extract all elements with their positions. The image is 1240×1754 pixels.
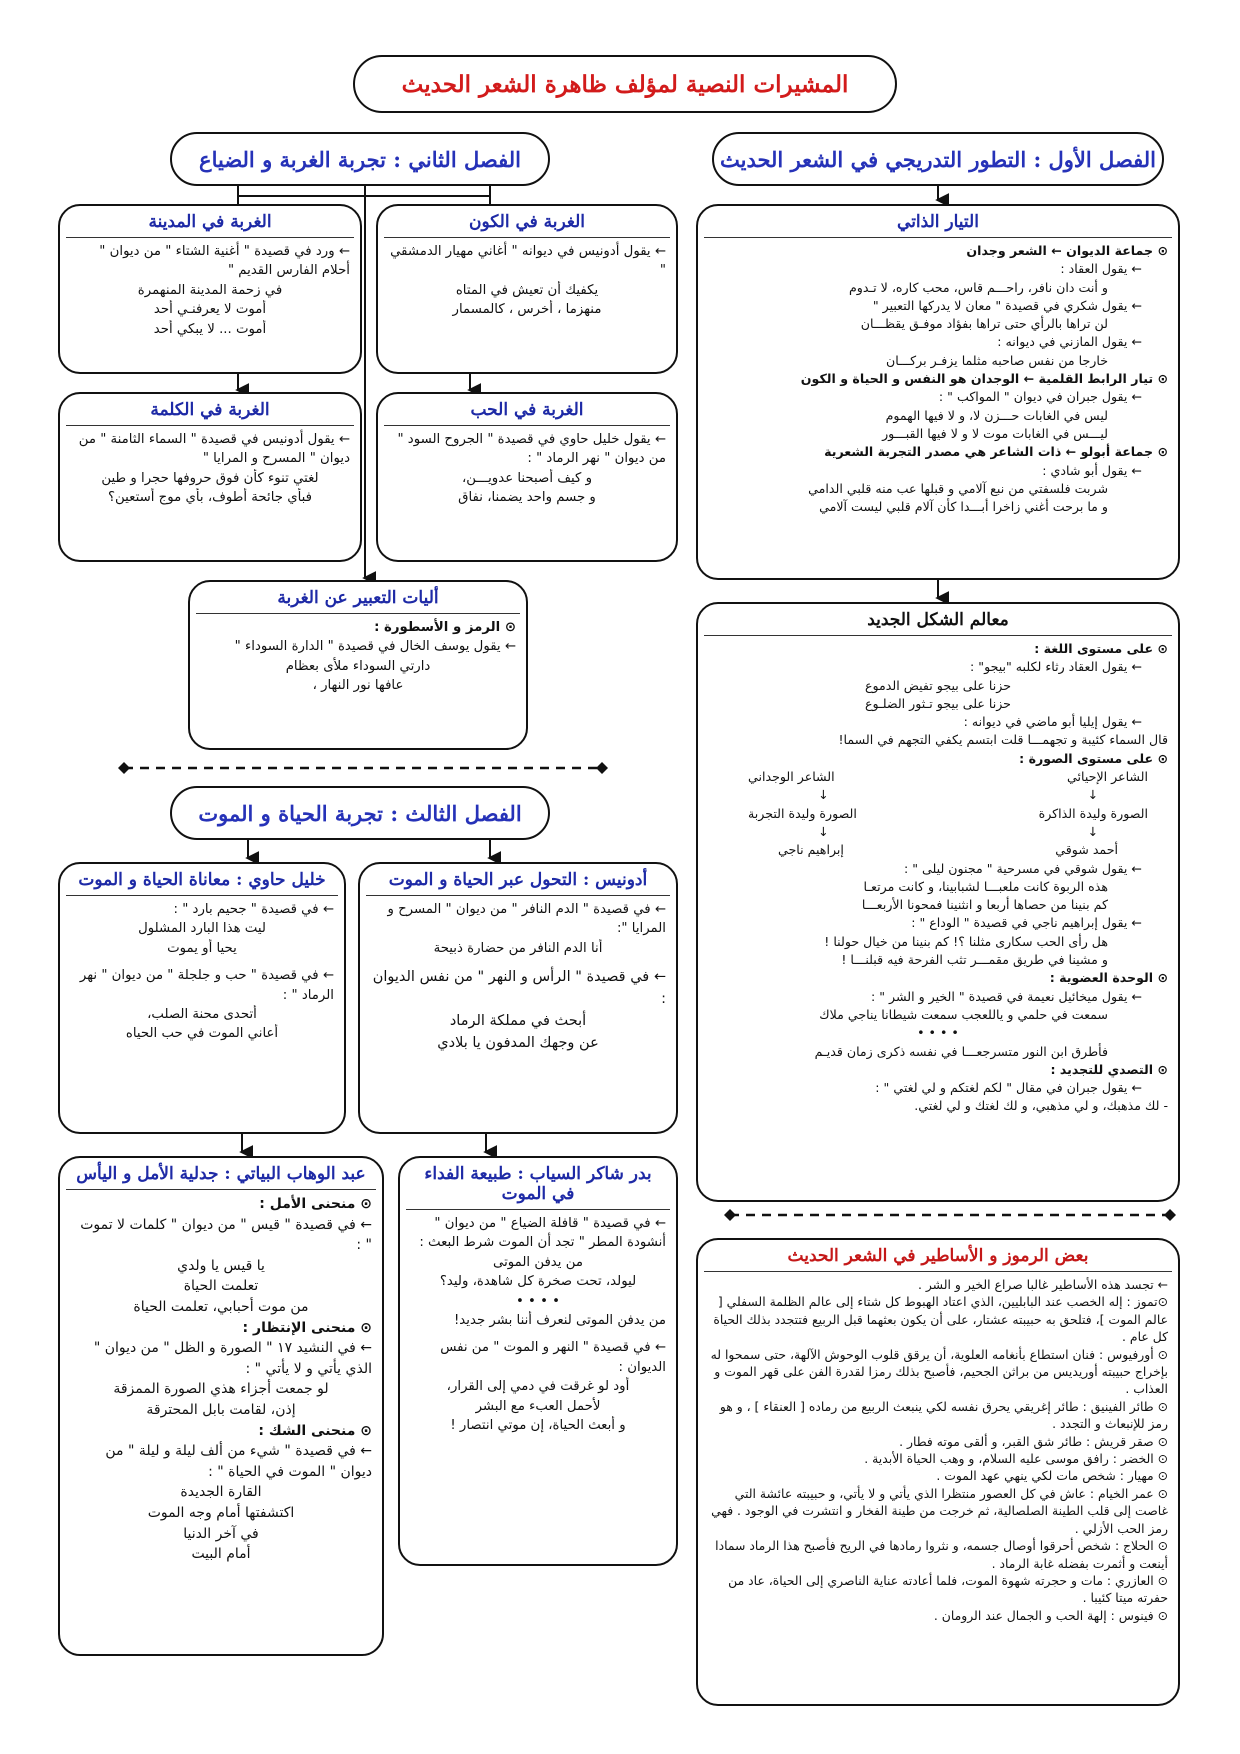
down-arrow-icon: ↓	[1087, 823, 1098, 839]
box-shakl-body: ⊙ على مستوى اللغة : ← يقول العقاد رثاء لكلبه "بيجو" : حزنا على بيجو تفيض الدموع حزنا على بيجو تـثور الضلـوع ← يقول إيليا أبو ماضي في ديوانه : قال السماء كئيبة و تجهمـــا قلت ابتسم يكفي التجهم في السما! ⊙ على مستوى الصورة : الشاعر الإحيائي الشاعر الوجداني ↓ ↓ الصورة وليدة الذاكرة الصورة وليدة التجربة ↓ ↓ أحمد شوقي إبراهيم ناجي ← يقول شوقي في مسرحية " مجنون ليلى " : هذه الربوة كانت ملعبـــا لشبابينا، و كانت مرتعـا كم بنينا من حصاها أربعا و انثنينا فمحونا الأربعـــا ← يقول إبراهيم ناجي في قصيدة " الوداع " : هل رأى الحب سكارى مثلنا ؟! كم بنينا من خيال حولنا ! و مشينا في طريق مقمـــر تثب الفرحة فيه قبلنـــا ! ⊙ الوحدة العضوية : ← يقول ميخائيل نعيمة في قصيدة " الخير و الشر " : سمعت في حلمي و ياللعجب سمعت شيطانا يناجي ملاك • • • • فأطرق ابن النور متسرجعـــا في نفسه ذكرى زمان قديـم ⊙ التصدي للتجديد : ← يقول جبران في مقال " لكم لغتكم و لي لغتي " : - لك مذهبك، و لي مذهبي، و لك لغتك و لي لغتي.	[748, 641, 1168, 1114]
box-rumuz-body: ← تجسد هذه الأساطير غالبا صراع الخير و الشر . ⊙تموز : إله الخصب عند البابليين، الذي اعتاد الهبوط كل شتاء إلى عالم الظلمة السفلي [ عالم الموت ]، فتلحق به حبيبته عشتار، على أن يكون بعثهما قبل الربيع فتتجدد بذلك الحياة كل عام . ⊙ أورفيوس : فنان استطاع بأنغامه العلوية، أن يرقق قلوب الوحوش الآلهة، حتى سمحوا له بإخراج حبيبته أوريديس من براثن الجحيم، فأصبح بذلك رمزا لقدرة الفن على قهر الموت و العذاب . ⊙ طائر الفينيق : طائر إغريقي يحرق نفسه لكي ينبعث الربيع من رماده [ العنقاء ] ، و هو رمز للإنبعاث و التجدد . ⊙ صقر قريش : طائر شق القبر، و ألقى موته فطار . ⊙ الخضر : رافق موسى عليه السلام، و وهب الحياة الأبدية . ⊙ مهيار : شخص مات لكي ينهي عهد الموت . ⊙ عمر الخيام : عاش في كل العصور منتظرا الذي يأتي و لا يأتي، و حبيبته عائشة التي غاصت إلى قلب الطينة الصلصالية، ثم خرجت من طينة الفخار و انتشرت في الوجود . فهي رمز الحب الأزلي . ⊙ الحلاج : شخص أحرقوا أوصال جسمه، و نثروا رمادها في الريح فأصبح هذا الرماد سمادا أينعت و أثمرت بفضله غابة الرماد . ⊙ العازري : مات و حجرته شهوة الموت، فلما أعادته عناية الناصري إلى الحياة، عاد من حفرته ميتا كئيبا . ⊙ فينوس : إلهة الحب و الجمال عند الرومان .	[710, 1277, 1168, 1623]
down-arrow-icon: ↓	[818, 823, 829, 839]
box-kalima: الغربة في الكلمة ← يقول أدونيس في قصيدة " السماء الثامنة " من ديوان " المسرح و المرايا " لغتي تنوء كأن فوق حروفها حجرا و طين فبأي جائحة أطوف، بأي موج أستعين؟	[58, 392, 362, 562]
box-shakl	[696, 602, 1180, 1202]
box-shakl-title: معالم الشكل الجديد	[704, 604, 1172, 636]
box-sayyab: بدر شاكر السياب : طبيعة الفداء في الموت ← في قصيدة " قافلة الضياع " من ديوان " أنشودة المطر " تجد أن الموت شرط البعث : من يدفن الموتى ليولد، تحت صخرة كل شاهدة، وليد؟ • • • • من يدفن الموتى لنعرف أننا بشر جديد! ← في قصيدة " النهر و الموت " من نفس الديوان : أود لو غرقت في دمي إلى القرار، لأحمل العبء مع البشر و أبعث الحياة، إن موتي انتصار !	[398, 1156, 678, 1566]
box-hawi: خليل حاوي : معاناة الحياة و الموت ← في قصيدة " جحيم بارد " : ليت هذا البارد المشلول يحيا أو يموت ← في قصيدة " حب و جلجلة " من ديوان " نهر الرماد " : أتحدى محنة الصلب، أعاني الموت في حب الحياه	[58, 862, 346, 1134]
box-adonis: أدونيس : التحول عبر الحياة و الموت ← في قصيدة " الدم النافر " من ديوان " المسرح و المرايا ": أنا الدم النافر من حضارة ذبيحة ← في قصيدة " الرأس و النهر " من نفس الديوان : أبحث في مملكة الرماد عن وجهك المدفون يا بلادي	[358, 862, 678, 1134]
box-kawn: الغربة في الكون ← يقول أدونيس في ديوانه " أغاني مهيار الدمشقي " يكفيك أن تعيش في المتاه منهزما ، أخرس ، كالمسمار	[376, 204, 678, 374]
box-hub: الغربة في الحب ← يقول خليل حاوي في قصيدة " الجروح السود " من ديوان " نهر الرماد " : و كيف أصبحنا عدويـــن، و جسم واحد يضمنا، نفاق	[376, 392, 678, 562]
box-rumuz-title: بعض الرموز و الأساطير في الشعر الحديث	[704, 1240, 1172, 1272]
chapter3-title: الفصل الثالث : تجربة الحياة و الموت	[170, 786, 550, 840]
chapter2-title: الفصل الثاني : تجربة الغربة و الضياع	[170, 132, 550, 186]
down-arrow-icon: ↓	[1087, 787, 1098, 803]
box-dhati-body: ⊙ جماعة الديوان ← الشعر وجدان ← يقول العقاد : و أنت دان نافر، راحـــم قاس، محب كاره، لا تـدوم ← يقول شكري في قصيدة " معان لا يدركها التعبير " لن تراها بالرأي حتى تراها بفؤاد موفـق يقظـــان ← يقول المازني في ديوانه : خارجا من نفس صاحبه مثلما يزفـر بركـــان ⊙ تيار الرابط القلمية ← الوجدان هو النفس و الحياة و الكون ← يقول جبران في ديوان " المواكب " : ليس في الغابات حـــزن لا، و لا فيها الهموم ليـــس في الغابات موت لا و لا فيها القبـــور ⊙ جماعة أبولو ← ذات الشاعر هي مصدر التجربة الشعرية ← يقول أبو شادي : شربت فلسفتي من نبع آلامي و قبلها عب منه قلبي الدامي و ما برحت أغني زاخرا أبـــدا كأن آلام قلبي ليست آلامي	[800, 243, 1168, 515]
box-rumuz	[696, 1238, 1180, 1706]
main-title-text: المشيرات النصية لمؤلف ظاهرة الشعر الحديث	[401, 70, 849, 98]
box-dhati-title: التيار الذاتي	[704, 206, 1172, 238]
box-aliyat: أليات التعبير عن الغربة ⊙ الرمز و الأسطورة : ← يقول يوسف الخال في قصيدة " الدارة السوداء " دارتي السوداء ملأى بعظام عافها نور النهار ،	[188, 580, 528, 750]
box-madina: الغربة في المدينة ← ورد في قصيدة " أغنية الشتاء " من ديوان " أحلام الفارس القديم " في زحمة المدينة المنهمرة أموت لا يعرفنـي أحد أموت ... لا يبكي أحد	[58, 204, 362, 374]
main-title	[353, 55, 897, 113]
down-arrow-icon: ↓	[818, 787, 829, 803]
chapter1-title: الفصل الأول : التطور التدريجي في الشعر الحديث	[712, 132, 1164, 186]
box-dhati	[696, 204, 1180, 580]
box-bayati: عبد الوهاب البياتي : جدلية الأمل و اليأس ⊙ منحنى الأمل : ← في قصيدة " قيس " من ديوان " كلمات لا تموت " : يا قيس يا ولدي تعلمت الحياة من موت أحبابي، تعلمت الحياة ⊙ منحنى الإنتظار : ← في النشيد ١٧ " الصورة و الظل " من ديوان " الذي يأتي و لا يأتي " : لو جمعت أجزاء هذي الصورة الممزقة إذن، لقامت بابل المحترقة ⊙ منحنى الشك : ← في قصيدة " شيء من ألف ليلة و ليلة " من ديوان " الموت في الحياة " : القارة الجديدة اكتشفتها أمام وجه الموت في آخر الدنيا أمام البيت	[58, 1156, 384, 1656]
